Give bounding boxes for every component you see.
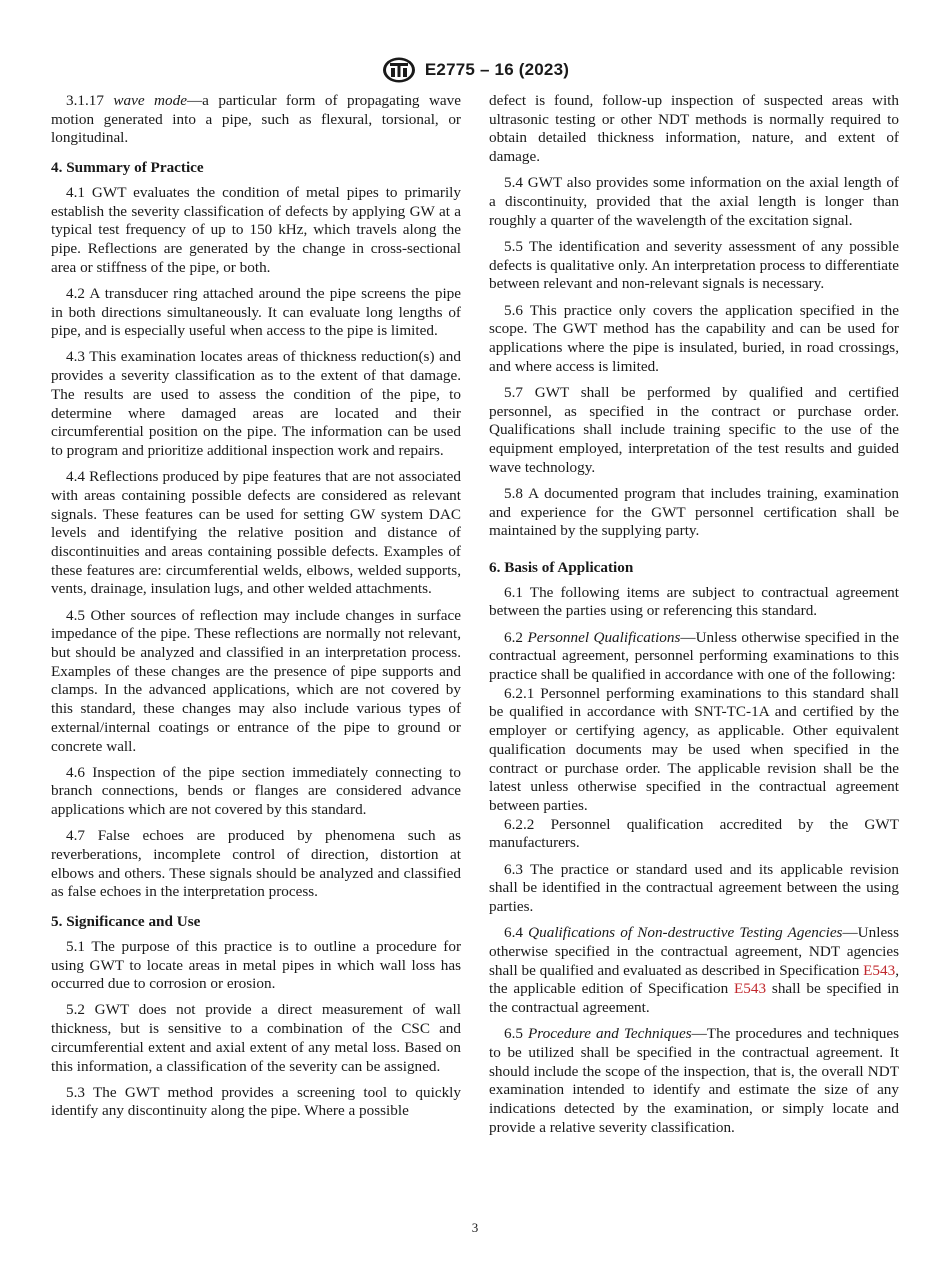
paragraph-3-1-17: 3.1.17 wave mode—a particular form of propagating wave motion generated into a pipe, such as flexural, torsional, or longitudinal.: [51, 92, 462, 147]
paragraph-5-3-continued: defect is found, follow-up inspection of suspected areas with ultrasonic testing or other NDT methods is normally required to obtain detailed thickness information, nature, and extent of damage.: [489, 92, 899, 166]
reference-link-e543[interactable]: E543: [734, 980, 767, 998]
paragraph-6-4: 6.4 Qualifications of Non-destructive Testing Agencies—Unless otherwise specified in the contractual agreement, NDT agencies shall be qualified and evaluated as described in Specification E543, the applicable edition of Specification E543 shall be specified in the contractual agreement.: [489, 924, 900, 1016]
paragraph-5-6: 5.6 This practice only covers the application specified in the scope. The GWT method has the capability and can be used for applications where the pipe is insulated, buried, in road crossings, and where access is limited.: [489, 301, 899, 375]
document-designation: E2775 – 16 (2023): [424, 60, 570, 79]
paragraph-6-5: 6.5 Procedure and Techniques—The procedures and techniques to be utilized shall be specified in the contractual agreement. It should include the scope of the inspection, that is, the overall NDT examination intended to identify and estimate the size of any indications detected by the examination, or simply locate and provide a relative severity classification.: [489, 1025, 899, 1136]
paragraph-5-2: 5.2 GWT does not provide a direct measurement of wall thickness, but is sensitive to a combination of the CSC and circumferential extent and axial extent of any metal loss. Based on this information, a classification of the severity can be assigned.: [51, 1001, 461, 1075]
paragraph-5-8: 5.8 A documented program that includes training, examination and experience for the GWT personnel certification shall be maintained by the supplying party.: [489, 484, 899, 540]
paragraph-4-3: 4.3 This examination locates areas of thickness reduction(s) and provides a severity classification as to the extent of that damage. The results are used to assess the condition of the pipe, to determine where damaged areas are located and their circumferential position on the pipe. The information can be used to program and prioritize additional inspection work and repairs.: [51, 348, 461, 459]
section-4-heading: 4. Summary of Practice: [51, 159, 204, 177]
page-number: 3: [471, 1220, 479, 1235]
section-6-heading: 6. Basis of Application: [489, 558, 634, 576]
paragraph-6-2: 6.2 Personnel Qualifications—Unless otherwise specified in the contractual agreement, personnel performing examinations to this practice shall be qualified in accordance with one of the following:: [489, 628, 899, 683]
paragraph-4-6: 4.6 Inspection of the pipe section immediately connecting to branch connections, bends or flanges are considered advance applications which are not covered by this standard.: [51, 763, 461, 819]
paragraph-5-3: 5.3 The GWT method provides a screening tool to quickly identify any discontinuity along the pipe. Where a possible: [51, 1083, 461, 1120]
term-wave-mode: wave mode: [113, 92, 187, 109]
page-header: [0, 56, 950, 84]
term-qualifications-ndt-agencies: Qualifications of Non-destructive Testing Agencies: [528, 924, 843, 942]
paragraph-6-2-1: 6.2.1 Personnel performing examinations to this standard shall be qualified in accordance with SNT-TC-1A and certified by the employer or certifying agency, as applicable. Other equivalent qualification documents may be used when specified in the contract or purchase order. The applicable revision shall be the latest unless otherwise specified in the contractual agreement between parties.: [489, 684, 899, 814]
astm-logo-icon: [381, 56, 417, 84]
paragraph-6-2-2: 6.2.2 Personnel qualification accredited by the GWT manufacturers.: [489, 815, 899, 852]
paragraph-5-5: 5.5 The identification and severity assessment of any possible defects is qualitative only. An interpretation process to differentiate between relevant and non-relevant signals is necessary.: [489, 237, 899, 293]
paragraph-4-4: 4.4 Reflections produced by pipe features that are not associated with areas containing possible defects are considered as relevant signals. These features can be used for setting GW system DAC levels and identifying the relative position and distance of discontinuities and areas containing possible defects. Examples of these features are: circumferential welds, elbows, welded supports, vents, drainage, insulation lugs, and other welded attachments.: [51, 468, 461, 598]
paragraph-4-7: 4.7 False echoes are produced by phenomena such as reverberations, incomplete control of direction, distortion at elbows and others. These signals should be analyzed and classified as false echoes in the interpretation process.: [51, 827, 461, 901]
term-personnel-qualifications: Personnel Qualifications: [527, 628, 681, 646]
paragraph-5-4: 5.4 GWT also provides some information on the axial length of a discontinuity, provided that the axial length is longer than roughly a quarter of the wavelength of the excitation signal.: [489, 174, 899, 229]
section-5-heading: 5. Significance and Use: [51, 913, 201, 931]
paragraph-5-7: 5.7 GWT shall be performed by qualified and certified personnel, as specified in the contract or purchase order. Qualifications shall include training specific to the use of the equipment employed, interpretation of the test results and guided wave technology.: [489, 383, 899, 476]
paragraph-5-1: 5.1 The purpose of this practice is to outline a procedure for using GWT to locate areas in metal pipes in which wall loss has occurred due to corrosion or erosion.: [51, 937, 461, 993]
paragraph-4-1: 4.1 GWT evaluates the condition of metal pipes to primarily establish the severity classification of defects by applying GW at a typical test frequency of up to 150 kHz, which travels along the pipe. Reflections are generated by the change in cross-sectional area or stiffness of the pipe, or both.: [51, 183, 461, 276]
right-column: [489, 92, 899, 1145]
paragraph-4-2: 4.2 A transducer ring attached around the pipe screens the pipe in both directions simultaneously. It can evaluate long lengths of pipe, and is especially useful when access to the pipe is limited.: [51, 284, 461, 340]
paragraph-6-3: 6.3 The practice or standard used and its applicable revision shall be identified in the contractual agreement between the using parties.: [489, 860, 899, 915]
reference-link-e543[interactable]: E543: [863, 961, 896, 979]
left-column: [51, 92, 461, 1121]
term-procedure-and-techniques: Procedure and Techniques: [528, 1025, 692, 1043]
paragraph-4-5: 4.5 Other sources of reflection may include changes in surface impedance of the pipe. These reflections are normally not relevant, but should be analyzed and classified in an interpretation process. Examples of these changes are the presence of pipe supports and clamps. In the advanced applications, which are not covered by this standard, these changes may also include various types of external/internal coatings or entrance of the pipe to ground or concrete wall.: [51, 606, 461, 755]
paragraph-6-1: 6.1 The following items are subject to contractual agreement between the parties using or referencing this standard.: [489, 583, 899, 620]
